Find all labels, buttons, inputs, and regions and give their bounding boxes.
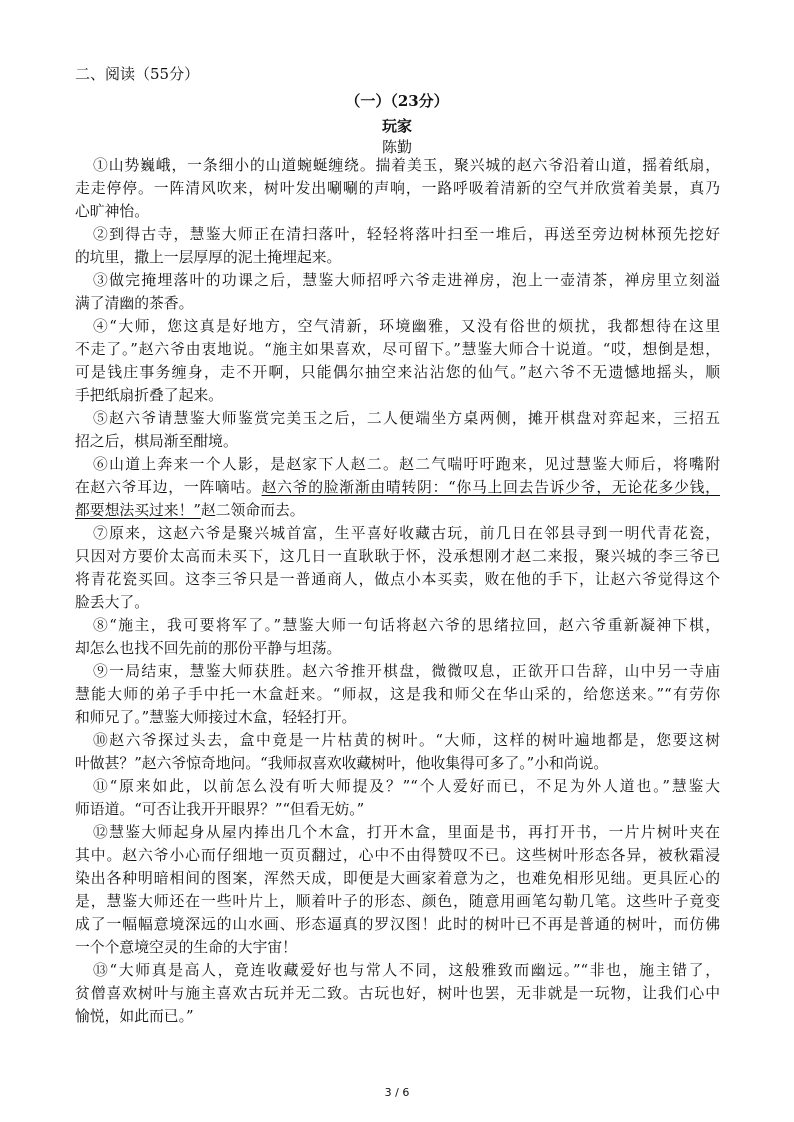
text-line: 将青花瓷买回。这李三爷只是一普通商人，做点小本买卖，败在他的手下，让赵六爷觉得这个 <box>75 571 720 588</box>
paragraph-11 <box>75 775 720 821</box>
text-line: 贫僧喜欢树叶与施主喜欢古玩并无二致。古玩也好，树叶也罢，无非就是一玩物，让我们心中 <box>75 985 720 1002</box>
text-line: 是，慧鉴大师还在一些叶片上，顺着叶子的形态、颜色，随意用画笔勾勒几笔。这些叶子竟变 <box>75 893 720 910</box>
text-line: ①山势巍峨，一条细小的山道蜿蜒缠绕。揣着美玉，聚兴城的赵六爷沿着山道，摇着纸扇， <box>93 157 720 174</box>
text-line <box>75 476 720 499</box>
text-line: ⑦原来，这赵六爷是聚兴城首富，生平喜好收藏古玩，前几日在邻县寻到一明代青花瓷， <box>93 525 720 542</box>
text-line: ④“大师，您这真是好地方，空气清新，环境幽雅，又没有俗世的烦扰，我都想待在这里 <box>93 318 720 335</box>
paragraph-6 <box>75 453 720 522</box>
underlined-sentence: 赵六爷的脸渐渐由晴转阴：“你马上回去告诉少爷，无论花多少钱， <box>261 479 720 496</box>
section-heading: 二、阅读（55分） <box>75 65 200 83</box>
text-line: 走走停停。一阵清风吹来，树叶发出唰唰的声响，一路呼吸着清新的空气并欣赏着美景，真乃 <box>75 180 720 197</box>
underlined-sentence: 都要想法买过来！” <box>75 502 201 519</box>
text-line: 叶做甚？”赵六爷惊奇地问。“我师叔喜欢收藏树叶，他收集得可多了。”小和尚说。 <box>75 755 609 772</box>
text-line: 和师兄了。”慧鉴大师接过木盒，轻轻打开。 <box>75 709 357 726</box>
paragraph-3 <box>75 269 720 315</box>
paragraph-8 <box>75 614 720 660</box>
paragraph-12 <box>75 821 720 959</box>
text-line: 一个个意境空灵的生命的大宇宙！ <box>75 939 297 956</box>
article-title: 玩家 <box>381 117 412 135</box>
text-line: ⑬“大师真是高人，竟连收藏爱好也与常人不同，这般雅致而幽远。”“非也，施主错了， <box>93 962 720 979</box>
text-line: 满了清幽的茶香。 <box>75 295 194 312</box>
text-line: 脸丢大了。 <box>75 594 149 611</box>
plain-text: 赵二领命而去。 <box>200 502 305 519</box>
text-line: 愉悦，如此而已。” <box>75 1008 194 1025</box>
paragraph-4 <box>75 315 720 407</box>
text-line: ⑥山道上奔来一个人影，是赵家下人赵二。赵二气喘吁吁跑来，见过慧鉴大师后，将嘴附 <box>93 456 720 473</box>
paragraph-13 <box>75 959 720 1028</box>
page-number: 3 / 6 <box>384 1086 410 1099</box>
paragraph-1 <box>75 154 720 223</box>
text-line: 可是钱庄事务缠身，走不开啊，只能偶尔抽空来沾沾您的仙气。”赵六爷不无遗憾地摇头，顺 <box>75 364 720 381</box>
text-line: 染出各种明暗相间的图案，浑然天成，即便是大画家着意为之，也难免相形见绌。更具匠心的 <box>75 870 720 887</box>
text-line: ⑤赵六爷请慧鉴大师鉴赏完美玉之后，二人便端坐方桌两侧，摊开棋盘对弈起来，三招五 <box>93 410 720 427</box>
text-line: ⑪“原来如此，以前怎么没有听大师提及？”“个人爱好而已，不足为外人道也。”慧鉴大 <box>93 778 720 795</box>
text-line: ③做完掩埋落叶的功课之后，慧鉴大师招呼六爷走进禅房，泡上一壶清茶，禅房里立刻溢 <box>93 272 720 289</box>
text-line: ②到得古寺，慧鉴大师正在清扫落叶，轻轻将落叶扫至一堆后，再送至旁边树林预先挖好 <box>93 226 720 243</box>
text-line: 不走了。”赵六爷由衷地说。“施主如果喜欢，尽可留下。”慧鉴大师合十说道。“哎，想倒是想， <box>75 341 720 358</box>
text-line: ⑫慧鉴大师起身从屋内捧出几个木盒，打开木盒，里面是书，再打开书，一片片树叶夹在 <box>93 824 720 841</box>
paragraph-2 <box>75 223 720 269</box>
text-line: 心旷神怡。 <box>75 203 149 220</box>
text-line: ⑨一局结束，慧鉴大师获胜。赵六爷推开棋盘，微微叹息，正欲开口告辞，山中另一寺庙 <box>93 663 720 680</box>
text-line: ⑧“施主，我可要将军了。”慧鉴大师一句话将赵六爷的思绪拉回，赵六爷重新凝神下棋， <box>93 617 720 634</box>
text-line: ⑩赵六爷探过头去，盒中竟是一片枯黄的树叶。“大师，这样的树叶遍地都是，您要这树 <box>93 732 720 749</box>
text-line: 的坑里，撒上一层厚厚的泥土掩埋起来。 <box>75 249 342 266</box>
text-line: 招之后，棋局渐至酣境。 <box>75 433 238 450</box>
text-line: 手把纸扇折叠了起来。 <box>75 387 223 404</box>
text-line: 其中。赵六爷小心而仔细地一页页翻过，心中不由得赞叹不已。这些树叶形态各异，被秋霜浸 <box>75 847 720 864</box>
plain-text: 在赵六爷耳边，一阵嘀咕。 <box>75 479 262 496</box>
article-body <box>75 154 720 1028</box>
part-heading: （一）（23分） <box>345 92 449 110</box>
paragraph-7 <box>75 522 720 614</box>
text-line: 成了一幅幅意境深远的山水画、形态逼真的罗汉图！此时的树叶已不再是普通的树叶，而仿佛 <box>75 916 720 933</box>
text-line: 师语道。“可否让我开开眼界？”“但看无妨。” <box>75 801 365 818</box>
paragraph-9 <box>75 660 720 729</box>
paragraph-5 <box>75 407 720 453</box>
text-line: 慧能大师的弟子手中托一木盒赶来。“师叔，这是我和师父在华山采的，给您送来。”“有劳你 <box>75 686 720 703</box>
paragraph-10 <box>75 729 720 775</box>
text-line: 却怎么也找不回先前的那份平静与坦荡。 <box>75 640 342 657</box>
article-author: 陈勤 <box>381 138 412 156</box>
text-line: 只因对方要价太高而未买下，这几日一直耿耿于怀，没承想刚才赵二来报，聚兴城的李三爷已 <box>75 548 720 565</box>
text-line <box>75 499 720 522</box>
